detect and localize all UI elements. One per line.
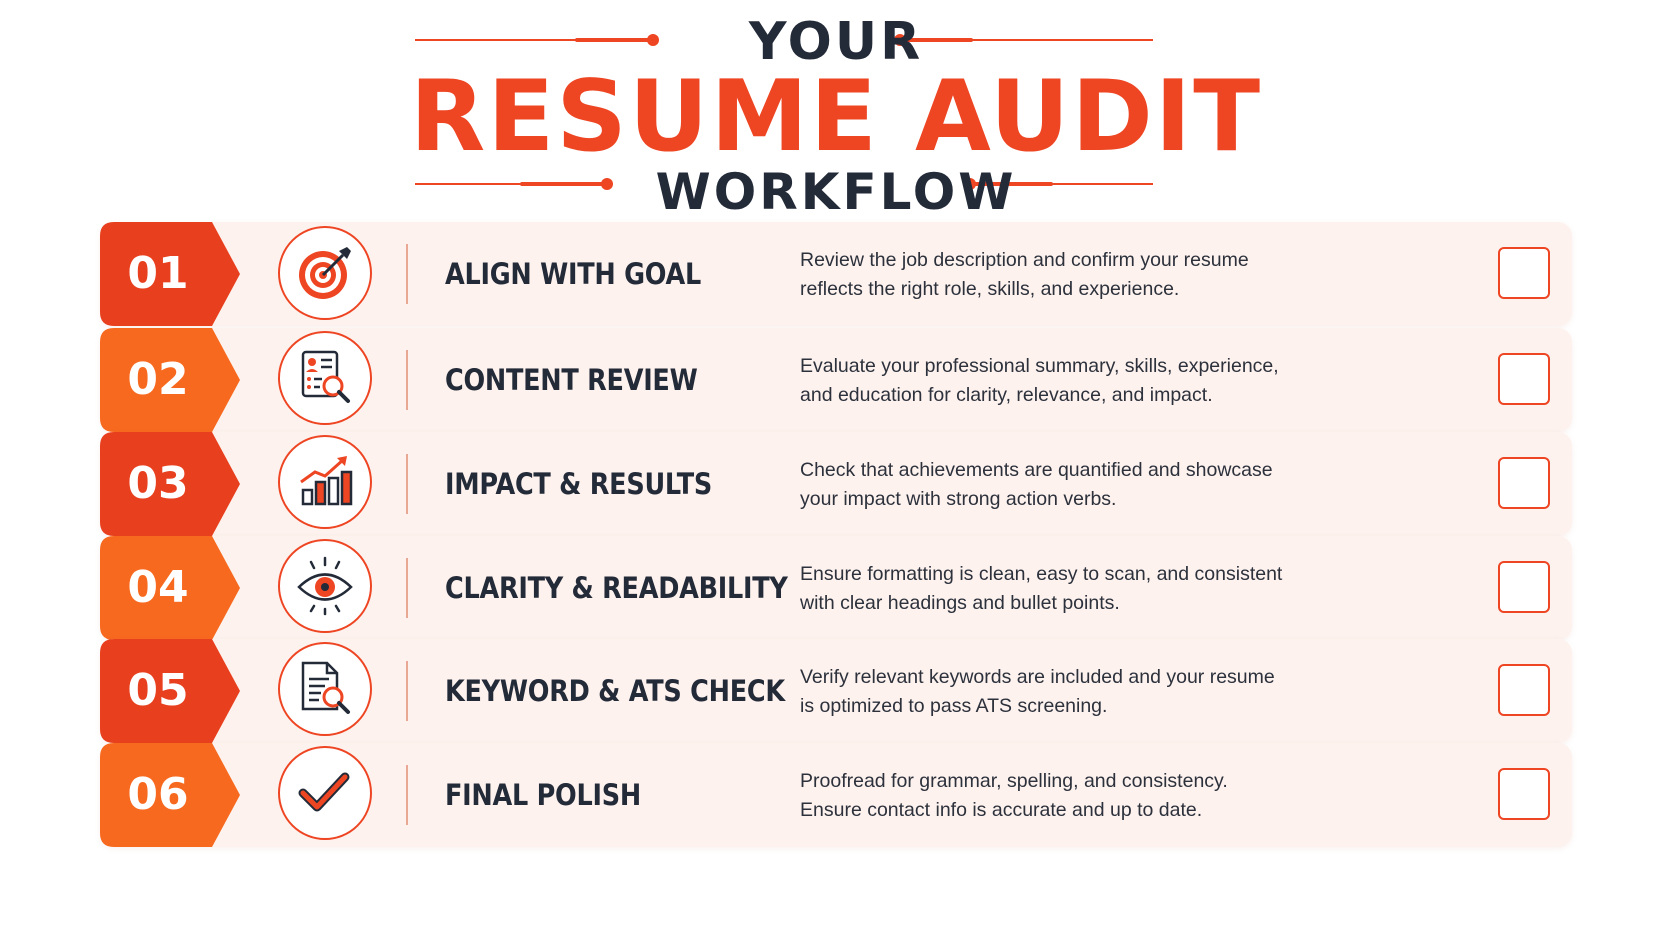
step-row-06: [100, 743, 1572, 847]
step-title: IMPACT & RESULTS: [445, 467, 712, 501]
step-description: [800, 246, 1320, 304]
step-description: [800, 560, 1320, 618]
step-icon-circle: [278, 226, 372, 320]
step-number-tab: [100, 432, 250, 536]
step-title: FINAL POLISH: [445, 778, 641, 812]
step-number: 03: [127, 458, 189, 509]
step-row-05: [100, 639, 1572, 743]
description-line: reflects the right role, skills, and experience.: [800, 278, 1180, 300]
description-line: Ensure formatting is clean, easy to scan, and consistent: [800, 563, 1283, 585]
step-icon-circle: [278, 539, 372, 633]
step-number-tab: [100, 328, 250, 432]
description-line: Ensure contact info is accurate and up to date.: [800, 799, 1203, 821]
step-checkbox[interactable]: [1498, 353, 1550, 405]
step-title: KEYWORD & ATS CHECK: [445, 674, 785, 708]
step-row-01: [100, 222, 1572, 326]
divider: [406, 765, 408, 825]
description-line: is optimized to pass ATS screening.: [800, 695, 1108, 717]
step-number: 05: [127, 665, 189, 716]
step-icon-circle: [278, 331, 372, 425]
eye-icon: [295, 556, 355, 616]
divider: [406, 244, 408, 304]
title-workflow: WORKFLOW: [655, 163, 1017, 221]
growth-chart-icon: [295, 452, 355, 512]
step-description: [800, 352, 1320, 410]
step-title: CONTENT REVIEW: [445, 363, 698, 397]
step-number: 06: [127, 769, 189, 820]
step-description: [800, 767, 1320, 825]
description-line: your impact with strong action verbs.: [800, 488, 1117, 510]
step-icon-circle: [278, 435, 372, 529]
description-line: Verify relevant keywords are included and your resume: [800, 666, 1275, 688]
step-number-tab: [100, 536, 250, 640]
step-checkbox[interactable]: [1498, 561, 1550, 613]
step-description: [800, 663, 1320, 721]
divider: [406, 454, 408, 514]
step-number: 02: [127, 354, 189, 405]
step-title: CLARITY & READABILITY: [445, 571, 788, 605]
step-number-tab: [100, 639, 250, 743]
step-description: [800, 456, 1320, 514]
step-row-04: [100, 536, 1572, 640]
title-your: YOUR: [748, 12, 924, 72]
checkmark-icon: [295, 763, 355, 823]
description-line: with clear headings and bullet points.: [800, 592, 1120, 614]
step-number-tab: [100, 222, 250, 326]
divider: [406, 558, 408, 618]
step-icon-circle: [278, 642, 372, 736]
divider: [406, 350, 408, 410]
step-icon-circle: [278, 746, 372, 840]
step-checkbox[interactable]: [1498, 457, 1550, 509]
divider: [406, 661, 408, 721]
description-line: Evaluate your professional summary, skills, experience,: [800, 355, 1279, 377]
step-checkbox[interactable]: [1498, 247, 1550, 299]
step-row-02: [100, 328, 1572, 432]
file-search-icon: [295, 659, 355, 719]
header: [0, 0, 1672, 225]
step-number-tab: [100, 743, 250, 847]
description-line: Proofread for grammar, spelling, and consistency.: [800, 770, 1228, 792]
target-icon: [295, 243, 355, 303]
document-search-icon: [295, 348, 355, 408]
step-number: 04: [127, 562, 189, 613]
title-resume-audit: RESUME AUDIT: [409, 60, 1263, 174]
step-row-03: [100, 432, 1572, 536]
step-number: 01: [127, 248, 189, 299]
step-checkbox[interactable]: [1498, 768, 1550, 820]
step-checkbox[interactable]: [1498, 664, 1550, 716]
description-line: Check that achievements are quantified and showcase: [800, 459, 1273, 481]
description-line: and education for clarity, relevance, and impact.: [800, 384, 1213, 406]
step-title: ALIGN WITH GOAL: [445, 257, 702, 291]
description-line: Review the job description and confirm your resume: [800, 249, 1249, 271]
